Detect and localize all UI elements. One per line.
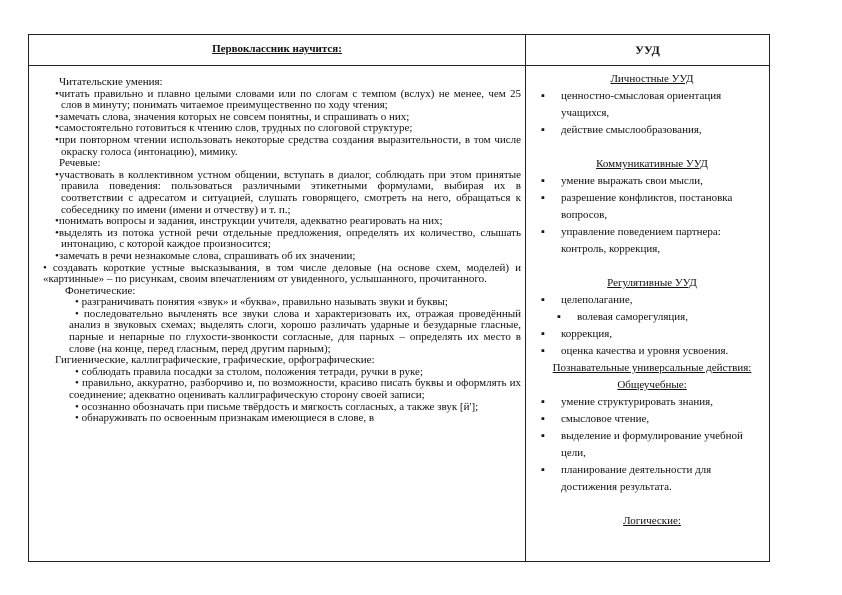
column-divider (525, 35, 526, 562)
hygiene-item: • правильно, аккуратно, разборчиво и, по возможности, красиво писать буквы и оформлять их соединение; адекватно оценивать каллиграфическую сторону своей записи; (69, 377, 521, 402)
header-learner: Первоклассник научится: (212, 43, 342, 55)
phonetic-item: • разграничивать понятия «звук» и «буква», правильно называть звуки и буквы; (75, 296, 448, 309)
reading-item: •читать правильно и плавно целыми словами или по слогам с темпом (вслух) не менее, чем 25 слов в минуту; понимать читаемое преимущественно по ходу чтения; (55, 87, 521, 112)
list-item: ▪ умение выражать свои мысли, (539, 173, 765, 190)
hygiene-item: • соблюдать правила посадки за столом, положения тетради, ручки в руке; (75, 365, 423, 378)
phonetic-title: Фонетические: (65, 284, 136, 297)
hygiene-item: • осознанно обозначать при письме твёрдость и мягкость согласных, а также звук [й']; (75, 400, 479, 413)
personal-uud-title: Личностные УУД (610, 73, 694, 85)
speech-item: •замечать в речи незнакомые слова, спрашивать об их значении; (55, 249, 356, 262)
speech-item: •выделять из потока устной речи отдельные предложения, определять их количество, слышать интонацию, с которой каждое произносится; (55, 226, 521, 251)
list-item: ▪ ценностно-смысловая ориентация учащихся, (539, 88, 765, 122)
table-header (29, 35, 769, 66)
outcomes-column (43, 76, 521, 425)
reading-title: Читательские умения: (59, 76, 163, 88)
list-item: ▪ разрешение конфликтов, постановка вопросов, (539, 190, 765, 224)
reading-item: •при повторном чтении использовать некоторые средства создания выразительности, в том числе окраску голоса (интонацию), мимику. (55, 133, 521, 158)
header-uud: УУД (635, 43, 660, 57)
phonetic-item: • последовательно вычленять все звуки слова и характеризовать их, отражая проведённый анализ в звуковых схемах; выделять слоги, хорошо различать ударные и безударные гласные, парные и непарные по глухости-звонкости согласные, для парных – определять их место в слове (на конце, перед гласным, перед другим парным); (69, 307, 521, 355)
hygiene-title: Гигиенические, каллиграфические, графические, орфографические: (55, 354, 375, 367)
logical-title: Логические: (623, 515, 681, 527)
hygiene-item: • обнаруживать по освоенным признакам имеющиеся в слове, в (75, 412, 375, 425)
uud-column (539, 71, 765, 530)
speech-item: •понимать вопросы и задания, инструкции учителя, адекватно реагировать на них; (55, 215, 443, 228)
list-item: ▪ волевая саморегуляция, (539, 309, 765, 326)
list-item: ▪ смысловое чтение, (539, 411, 765, 428)
list-item: ▪ действие смыслообразования, (539, 122, 765, 139)
table (28, 34, 770, 562)
list-item: ▪ коррекция, (539, 326, 765, 343)
list-item: ▪ выделение и формулирование учебной цели, (539, 428, 765, 462)
communicative-uud-title: Коммуникативные УУД (596, 158, 708, 170)
regulatory-uud-list (539, 292, 765, 360)
list-item: ▪ оценка качества и уровня усвоения. (539, 343, 765, 360)
speech-title: Речевые: (59, 157, 101, 170)
list-item: ▪ управление поведением партнера: контроль, коррекция, (539, 224, 765, 258)
list-item: ▪ целеполагание, (539, 292, 765, 309)
reading-item: •замечать слова, значения которых не совсем понятны, и спрашивать о них; (55, 110, 410, 123)
speech-item: •участвовать в коллективном устном общении, вступать в диалог, соблюдать при этом принятые правила поведения: пользоваться различными этикетными формулами, выбирая их в соответствии с адресатом и ситуацией, слушать говорящего, смотреть на него, обращаться к собеседнику по имени (имени и отчеству) и т. п.; (55, 168, 521, 216)
cognitive-uud-list (539, 394, 765, 496)
list-item: ▪ умение структурировать знания, (539, 394, 765, 411)
speech-item: • создавать короткие устные высказывания, в том числе деловые (на основе схем, моделей) и «картинные» – по рисункам, своим впечатлениям от увиденного, услышанного, прочитанного. (43, 261, 521, 286)
reading-item: •самостоятельно готовиться к чтению слов, трудных по слоговой структуре; (55, 122, 413, 135)
personal-uud-list (539, 88, 765, 139)
communicative-uud-list (539, 173, 765, 258)
list-item: ▪ планирование деятельности для достижения результата. (539, 462, 765, 496)
cognitive-uud-title: Познавательные универсальные действия: (552, 362, 752, 374)
general-learning-title: Общеучебные: (617, 379, 687, 391)
regulatory-uud-title: Регулятивные УУД (607, 277, 697, 289)
